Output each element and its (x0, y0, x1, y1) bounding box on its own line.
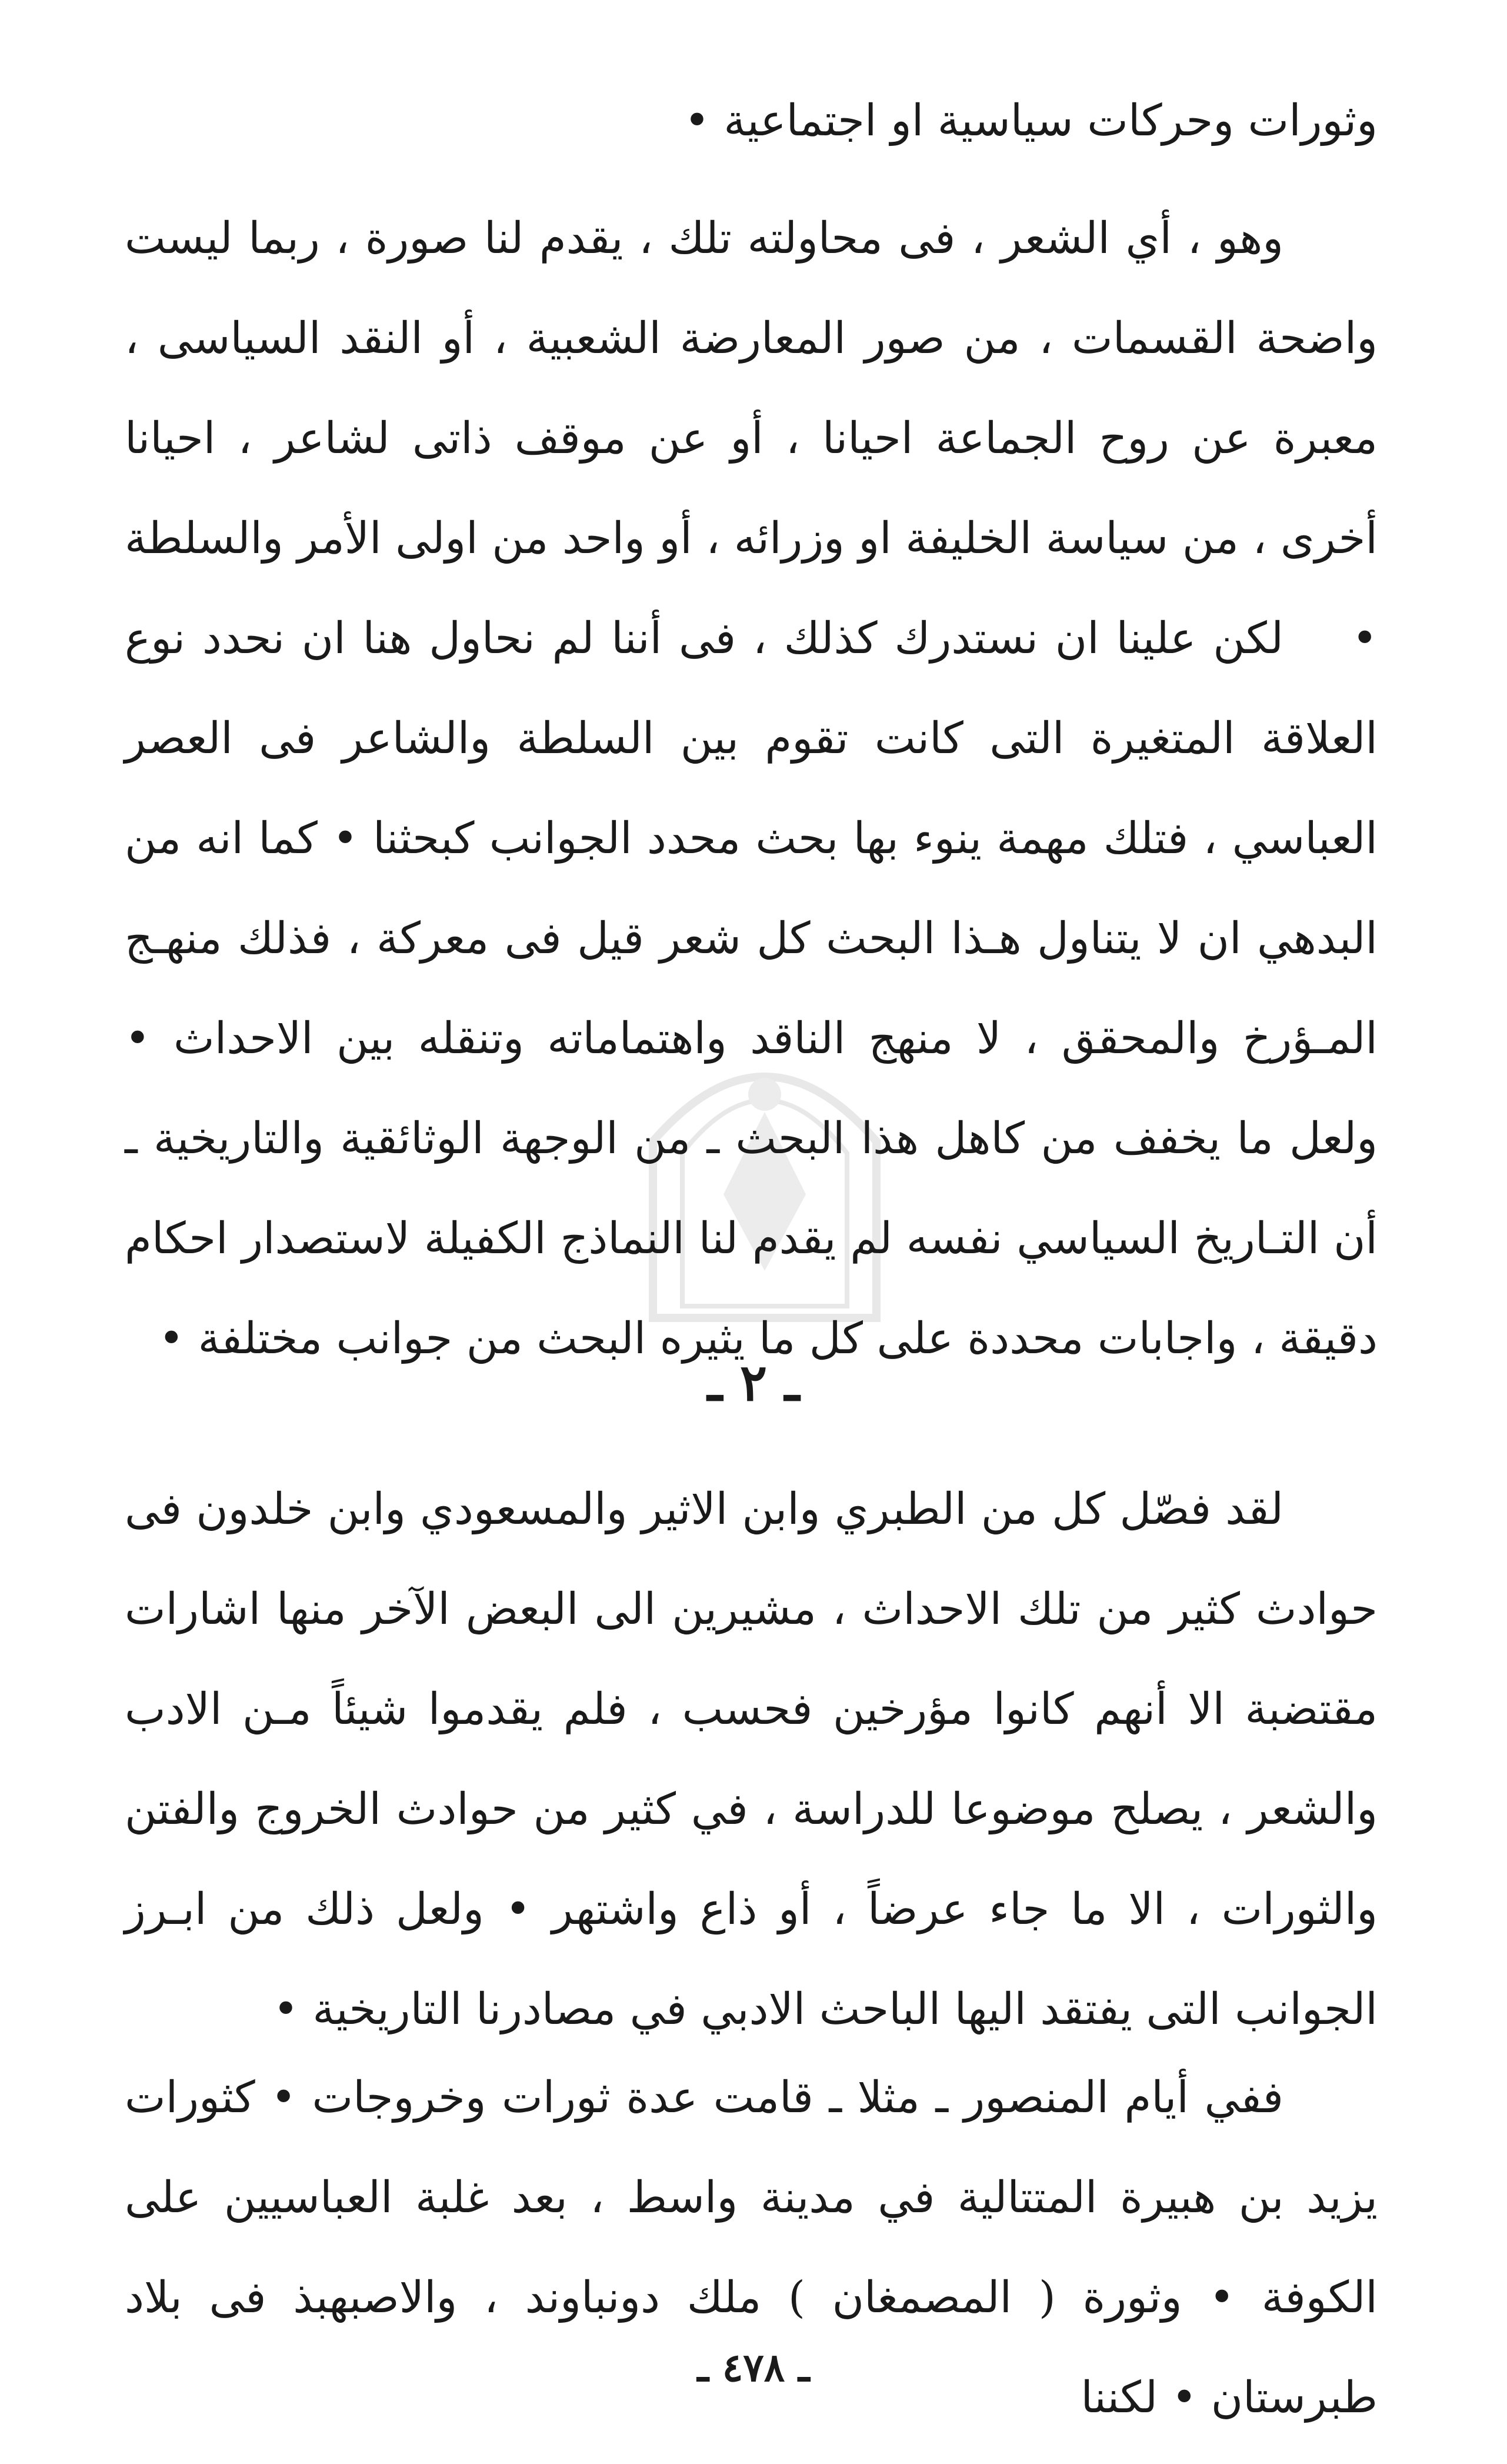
page-number: ـ ٤٧٨ ـ (697, 2345, 810, 2390)
paragraph-4: ففي أيام المنصور ـ مثلا ـ قامت عدة ثورات وخروجات • كثورات يزيد بن هبيرة المتتالية في مدينة واسط ، بعد غلبة العباسيين على الكوفة • وثورة ( المصمغان ) ملك دونباوند ، والاصبهبذ فى بلاد طبرستان • لكننا (125, 2072, 1378, 2423)
paragraph-1: وهو ، أي الشعر ، فى محاولته تلك ، يقدم لنا صورة ، ربما ليست واضحة القسمات ، من صور المعارضة الشعبية ، أو النقد السياسى ، معبرة عن روح الجماعة احيانا ، أو عن موقف ذاتى لشاعر ، احيانا أخرى ، من سياسة الخليفة او وزرائه ، أو واحد من اولى الأمر والسلطة • (125, 213, 1378, 664)
intro-line: وثورات وحركات سياسية او اجتماعية • (684, 95, 1378, 146)
paragraph-3: لقد فصّل كل من الطبري وابن الاثير والمسعودي وابن خلدون فى حوادث كثير من تلك الاحداث ، مشيرين الى البعض الآخر منها اشارات مقتضبة الا أنهم كانوا مؤرخين فحسب ، فلم يقدموا شيئاً مـن الادب والشعر ، يصلح موضوعا للدراسة ، في كثير من حوادث الخروج والفتن والثورات ، الا ما جاء عرضاً ، أو ذاع واشتهر • ولعل ذلك من ابـرز الجوانب التى يفتقد اليها الباحث الادبي في مصادرنا التاريخية • (125, 1484, 1378, 2035)
paragraph-2: لكن علينا ان نستدرك كذلك ، فى أننا لم نحاول هنا ان نحدد نوع العلاقة المتغيرة التى كانت تقوم بين السلطة والشاعر فى العصر العباسي ، فتلك مهمة ينوء بها بحث محدد الجوانب كبحثنا • كما انه من البدهي ان لا يتناول هـذا البحث كل شعر قيل فى معركة ، فذلك منهـج المـؤرخ والمحقق ، لا منهج الناقد واهتماماته وتنقله بين الاحداث • ولعل ما يخفف من كاهل هذا البحث ـ من الوجهة الوثائقية والتاريخية ـ أن التـاريخ السياسي نفسه لم يقدم لنا النماذج الكفيلة لاستصدار احكام دقيقة ، واجابات محددة على كل ما يثيره البحث من جوانب مختلفة • (125, 613, 1378, 1364)
intro-text-block (125, 71, 1378, 171)
section-number: ـ ٢ ـ (707, 1353, 800, 1413)
paragraph-block-2 (125, 588, 1378, 1389)
paragraph-block-3 (125, 1459, 1378, 2059)
